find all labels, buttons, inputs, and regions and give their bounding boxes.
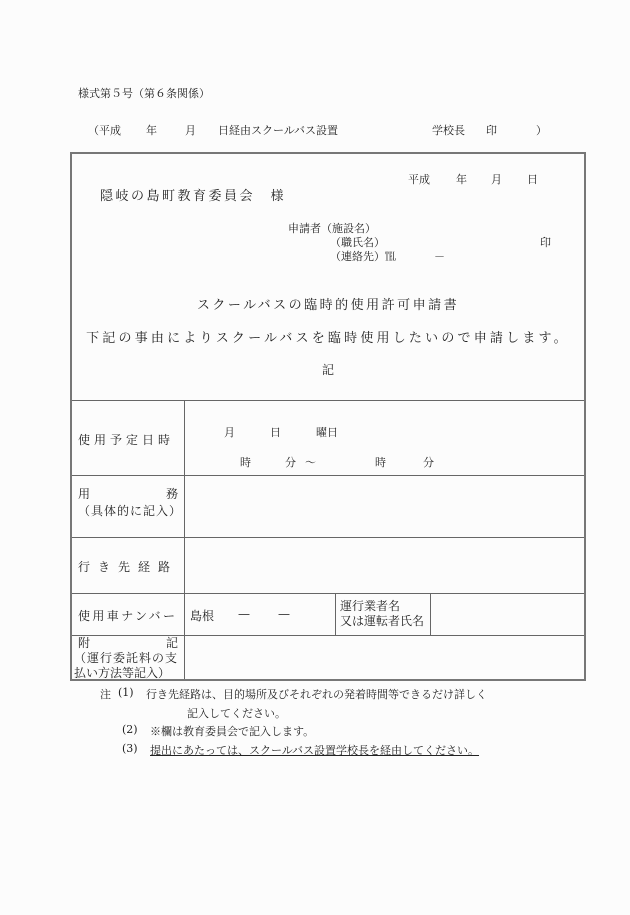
label-purpose-right: 務 xyxy=(165,487,178,501)
applicant-facility-label: 申請者（施設名） xyxy=(288,222,376,235)
label-remarks-left: 附 xyxy=(78,636,91,650)
applicant-contact-dash: － xyxy=(434,250,445,263)
date-weekday-unit: 曜日 xyxy=(316,426,338,439)
column-divider xyxy=(430,593,431,635)
label-purpose-sub: （具体的に記入） xyxy=(78,504,183,518)
column-divider xyxy=(184,400,185,679)
note-1-text: 行き先経路は、目的場所及びそれぞれの発着時間等できるだけ詳しく xyxy=(146,688,487,701)
label-remarks xyxy=(74,636,182,681)
applicant-contact-label: （連絡先）℡ xyxy=(330,250,396,263)
date-month: 月 xyxy=(491,173,502,186)
note-3-text: 提出にあたっては、スクールバス設置学校長を経由してください。 xyxy=(150,744,480,757)
form-body-text: 下記の事由によりスクールバスを臨時使用したいので申請します。 xyxy=(86,331,570,346)
form-reference: 様式第５号（第６条関係） xyxy=(78,87,210,100)
time-minute-start: 分 xyxy=(285,456,296,469)
label-remarks-right: 記 xyxy=(165,636,178,650)
remarks-field[interactable] xyxy=(186,637,584,679)
row-divider xyxy=(72,475,584,476)
date-year: 年 xyxy=(456,173,467,186)
addressee: 隠岐の島町教育委員会 様 xyxy=(100,189,287,204)
row-divider xyxy=(72,593,584,594)
routing-year: 年 xyxy=(146,124,157,137)
note-2-num: (2) xyxy=(122,723,138,736)
date-day: 日 xyxy=(527,173,538,186)
date-day-unit: 日 xyxy=(270,426,281,439)
label-destination-route: 行き先経路 xyxy=(78,560,179,574)
routing-principal: 学校長 xyxy=(432,124,465,137)
label-operator-line2: 又は運転者氏名 xyxy=(340,614,425,628)
column-divider xyxy=(335,593,336,635)
label-operator xyxy=(340,599,424,629)
vehicle-number-field[interactable] xyxy=(186,595,334,634)
note-2-text: ※欄は教育委員会で記入します。 xyxy=(150,725,315,738)
plate-dash-2: — xyxy=(278,607,290,621)
time-range-tilde: ～ xyxy=(305,456,316,469)
label-vehicle-number: 使用車ナンバー xyxy=(78,609,178,623)
date-month-unit: 月 xyxy=(224,426,235,439)
notes-prefix: 注 xyxy=(100,688,111,701)
label-scheduled-datetime: 使用予定日時 xyxy=(78,433,175,447)
routing-close: ） xyxy=(536,124,547,137)
label-remarks-sub-1: （運行委託料の支 xyxy=(74,651,179,665)
purpose-field[interactable] xyxy=(186,477,584,536)
plate-prefix: 島根 xyxy=(190,609,215,623)
application-form xyxy=(70,152,586,681)
applicant-seal: 印 xyxy=(540,236,551,249)
plate-dash-1: — xyxy=(238,607,250,621)
note-1-num: (1) xyxy=(118,686,134,699)
note-3-num: (3) xyxy=(122,742,138,755)
time-hour-end: 時 xyxy=(375,456,386,469)
ki-heading: 記 xyxy=(321,363,334,377)
routing-seal: 印 xyxy=(486,124,497,137)
routing-month: 月 xyxy=(185,124,196,137)
date-era: 平成 xyxy=(408,173,430,186)
note-1-text-cont: 記入してください。 xyxy=(187,707,286,720)
label-operator-line1: 運行業者名 xyxy=(340,599,401,613)
operator-name-field[interactable] xyxy=(432,595,584,634)
label-purpose-left: 用 xyxy=(78,487,91,501)
time-minute-end: 分 xyxy=(423,456,434,469)
applicant-position-name-label: （職氏名） xyxy=(330,236,385,249)
routing-era: （平成 xyxy=(88,124,121,137)
routing-line xyxy=(88,122,558,138)
row-divider xyxy=(72,537,584,538)
destination-route-field[interactable] xyxy=(186,539,584,592)
scheduled-datetime-field[interactable] xyxy=(186,402,584,474)
time-hour-start: 時 xyxy=(240,456,251,469)
form-title: スクールバスの臨時的使用許可申請書 xyxy=(196,298,460,313)
row-divider xyxy=(72,400,584,401)
label-remarks-sub-2: 払い方法等記入） xyxy=(74,666,171,680)
label-purpose xyxy=(78,485,182,519)
routing-via-school: 日経由スクールバス設置 xyxy=(218,124,339,137)
